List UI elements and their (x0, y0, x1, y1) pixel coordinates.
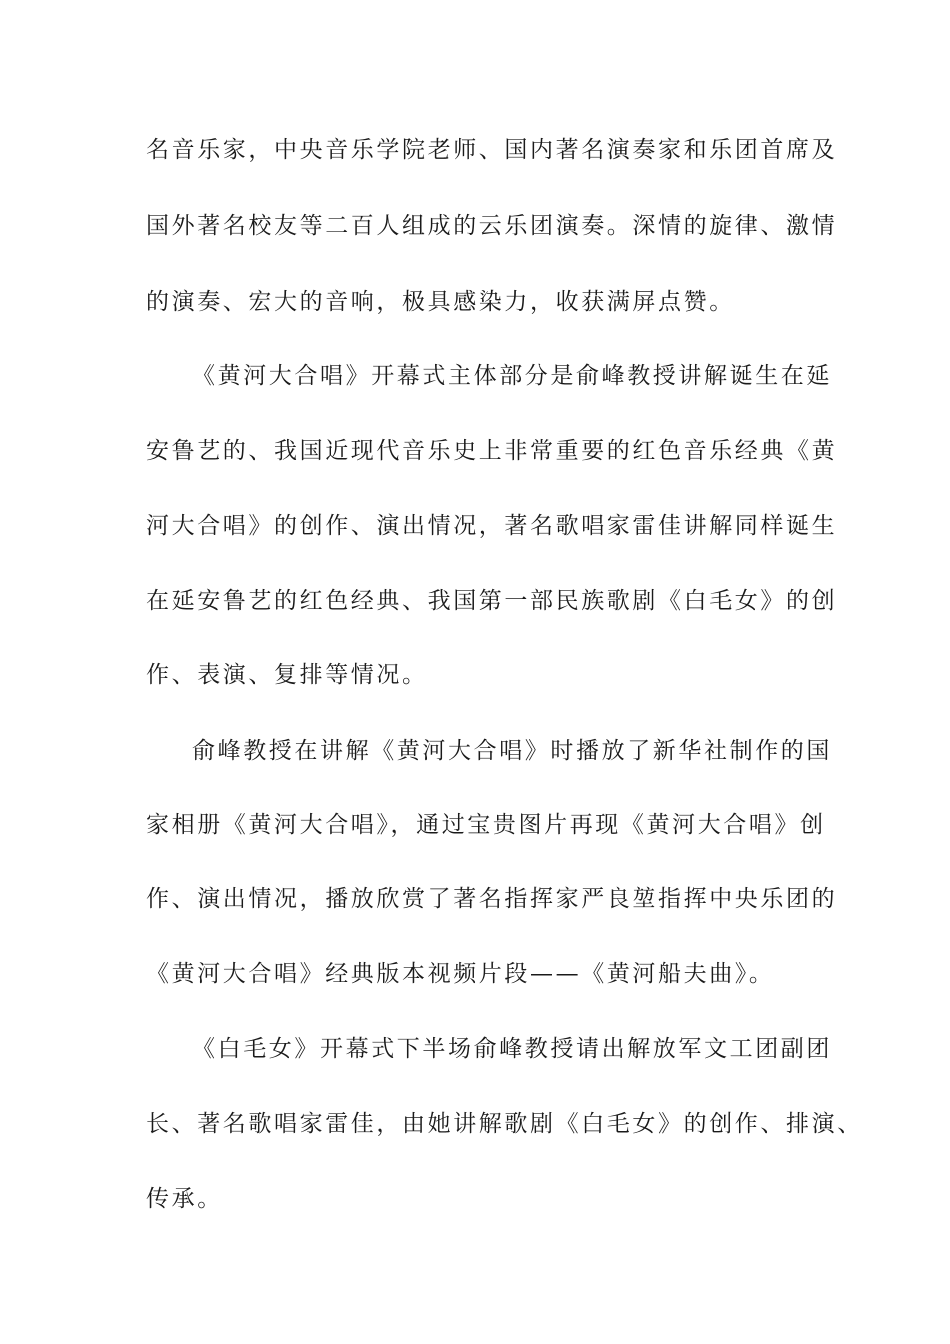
text-line: 河大合唱》的创作、演出情况，著名歌唱家雷佳讲解同样诞生 (146, 513, 838, 539)
paragraph-first-line: 《白毛女》开幕式下半场俞峰教授请出解放军文工团副团 (192, 1036, 832, 1062)
paragraph-first-line: 《黄河大合唱》开幕式主体部分是俞峰教授讲解诞生在延 (192, 363, 832, 389)
text-line: 家相册《黄河大合唱》，通过宝贵图片再现《黄河大合唱》创 (146, 812, 826, 838)
text-line: 作、演出情况，播放欣赏了著名指挥家严良堃指挥中央乐团的 (146, 886, 838, 912)
text-line: 安鲁艺的、我国近现代音乐史上非常重要的红色音乐经典《黄 (146, 438, 838, 464)
text-line: 在延安鲁艺的红色经典、我国第一部民族歌剧《白毛女》的创 (146, 588, 838, 614)
text-line: 的演奏、宏大的音响，极具感染力，收获满屏点赞。 (146, 289, 735, 315)
text-line: 作、表演、复排等情况。 (146, 662, 428, 688)
text-line: 长、著名歌唱家雷佳，由她讲解歌剧《白毛女》的创作、排演、 (146, 1111, 863, 1137)
paragraph-first-line: 俞峰教授在讲解《黄河大合唱》时播放了新华社制作的国 (192, 738, 832, 764)
text-line: 《黄河大合唱》经典版本视频片段——《黄河船夫曲》。 (146, 961, 775, 987)
text-line: 国外著名校友等二百人组成的云乐团演奏。深情的旋律、激情 (146, 213, 838, 239)
text-line: 传承。 (146, 1186, 223, 1212)
text-line: 名音乐家，中央音乐学院老师、国内著名演奏家和乐团首席及 (146, 137, 838, 163)
